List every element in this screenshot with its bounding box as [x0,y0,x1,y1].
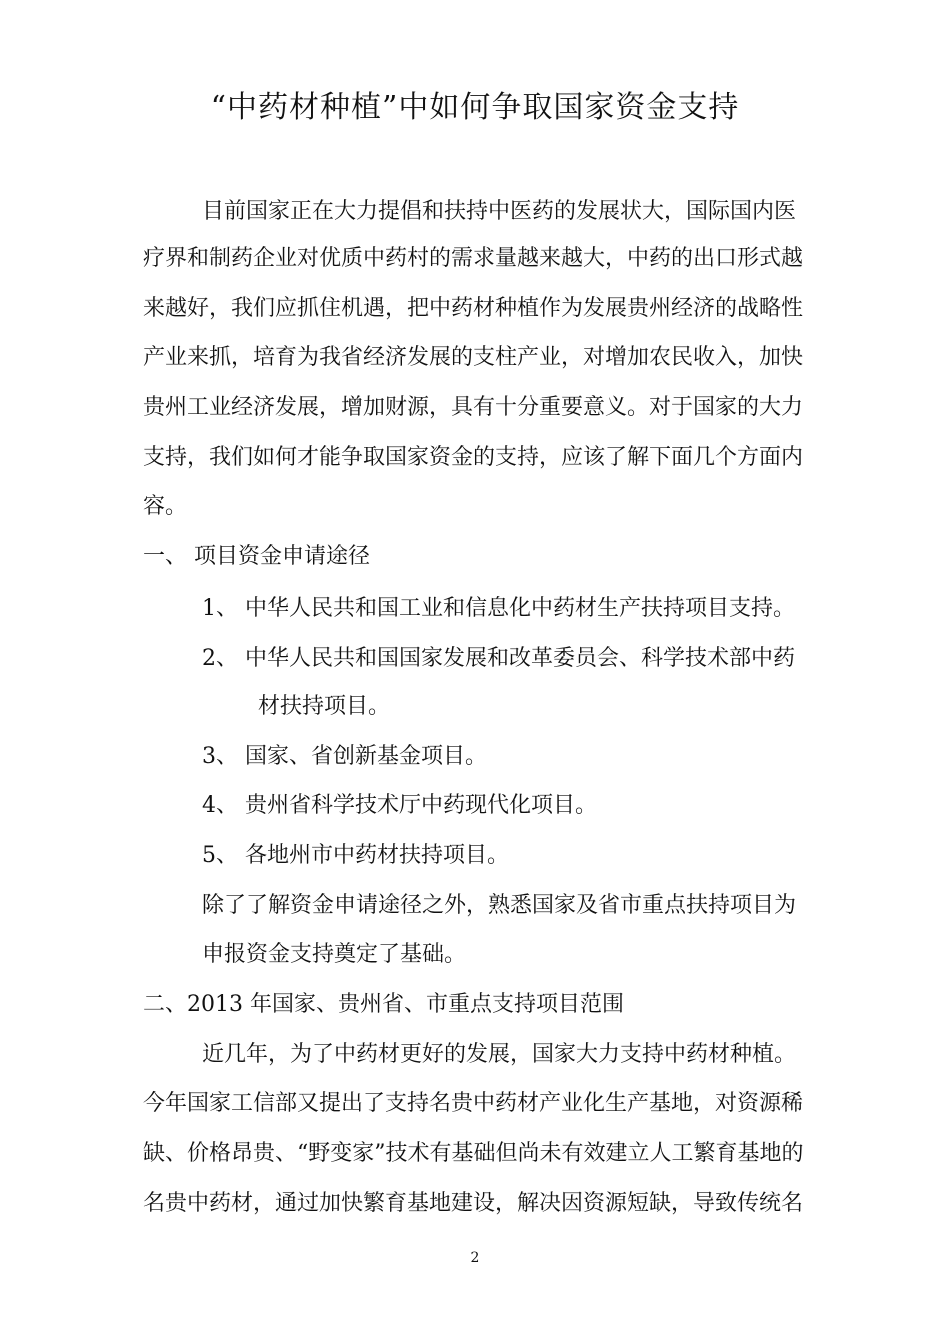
list-item-2: 2、 中华人民共和国国家发展和改革委员会、科学技术部中药 [202,646,795,671]
summary-line-1: 除了了解资金申请途径之外，熟悉国家及省市重点扶持项目为 [202,893,797,918]
section2-line-1: 近几年，为了中药材更好的发展，国家大力支持中药材种植。 [202,1042,797,1067]
section1-heading: 一、 项目资金申请途径 [143,544,370,569]
document-title: “中药材种植”中如何争取国家资金支持 [210,90,740,125]
intro-line-6: 支持，我们如何才能争取国家资金的支持，应该了解下面几个方面内 [143,445,804,470]
section2-line-4: 名贵中药材，通过加快繁育基地建设，解决因资源短缺，导致传统名 [143,1191,804,1216]
intro-line-1: 目前国家正在大力提倡和扶持中医药的发展状大，国际国内医 [202,199,797,224]
list-item-1: 1、 中华人民共和国工业和信息化中药材生产扶持项目支持。 [202,596,795,621]
intro-line-5: 贵州工业经济发展，增加财源，具有十分重要意义。对于国家的大力 [143,395,804,420]
intro-line-2: 疗界和制药企业对优质中药村的需求量越来越大，中药的出口形式越 [143,246,804,271]
section2-line-3: 缺、价格昂贵、“野变家”技术有基础但尚未有效建立人工繁育基地的 [143,1141,804,1166]
list-item-4: 4、 贵州省科学技术厅中药现代化项目。 [202,793,597,818]
intro-line-3: 来越好，我们应抓住机遇，把中药材种植作为发展贵州经济的战略性 [143,296,804,321]
list-item-5: 5、 各地州市中药材扶持项目。 [202,843,509,868]
list-item-2-continued: 材扶持项目。 [258,694,391,719]
page-number: 2 [470,1250,480,1266]
intro-line-4: 产业来抓，培育为我省经济发展的支柱产业，对增加农民收入，加快 [143,345,804,370]
intro-line-7: 容。 [143,494,188,519]
summary-line-2: 申报资金支持奠定了基础。 [202,942,467,967]
section2-heading: 二、2013 年国家、贵州省、市重点支持项目范围 [143,992,624,1017]
list-item-3: 3、 国家、省创新基金项目。 [202,744,487,769]
section2-line-2: 今年国家工信部又提出了支持名贵中药材产业化生产基地，对资源稀 [143,1091,804,1116]
